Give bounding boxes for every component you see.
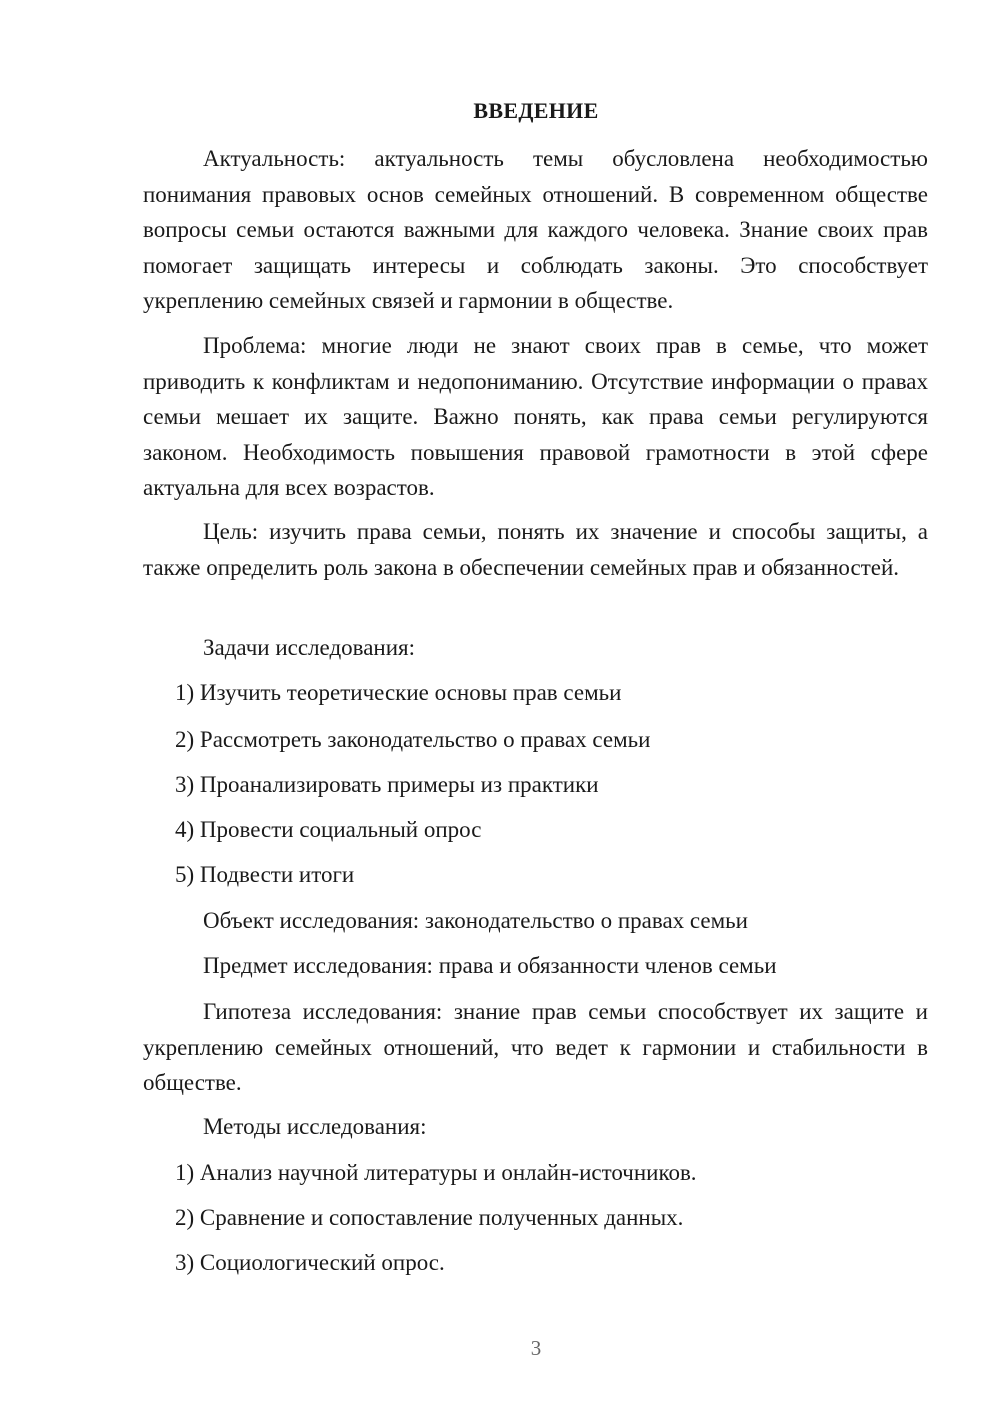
research-subject: Предмет исследования: права и обязанности членов семьи (203, 953, 777, 978)
task-list-item: 1) Изучить теоретические основы прав семьи (175, 680, 622, 705)
task-list-item: 3) Проанализировать примеры из практики (175, 772, 599, 797)
task-list-item: 4) Провести социальный опрос (175, 817, 482, 842)
page-title: ВВЕДЕНИЕ (473, 98, 599, 123)
method-list-item: 1) Анализ научной литературы и онлайн-источников. (175, 1160, 697, 1185)
method-list-item: 2) Сравнение и сопоставление полученных данных. (175, 1205, 684, 1230)
problem-paragraph: Проблема: многие люди не знают своих прав в семье, что может приводить к конфликтам и недопониманию. Отсутствие информации о правах семьи мешает их защите. Важно понять, как права семьи регулируются законом. Необходимость повышения правовой грамотности в этой сфере актуальна для всех возрастов. (143, 333, 928, 500)
hypothesis-paragraph: Гипотеза исследования: знание прав семьи способствует их защите и укреплению семейных отношений, что ведет к гармонии и стабильности в обществе. (143, 999, 928, 1095)
methods-heading: Методы исследования: (203, 1114, 427, 1139)
research-object: Объект исследования: законодательство о правах семьи (203, 908, 748, 933)
relevance-paragraph: Актуальность: актуальность темы обусловлена необходимостью понимания правовых основ семейных отношений. В современном обществе вопросы семьи остаются важными для каждого человека. Знание своих прав помогает защищать интересы и соблюдать законы. Это способствует укреплению семейных связей и гармонии в обществе. (143, 146, 928, 313)
task-list-item: 5) Подвести итоги (175, 862, 355, 887)
task-list-item: 2) Рассмотреть законодательство о правах семьи (175, 727, 651, 752)
goal-paragraph: Цель: изучить права семьи, понять их значение и способы защиты, а также определить роль закона в обеспечении семейных прав и обязанностей. (143, 519, 928, 580)
method-list-item: 3) Социологический опрос. (175, 1250, 445, 1275)
page-number: 3 (530, 1336, 542, 1360)
tasks-heading: Задачи исследования: (203, 635, 416, 660)
